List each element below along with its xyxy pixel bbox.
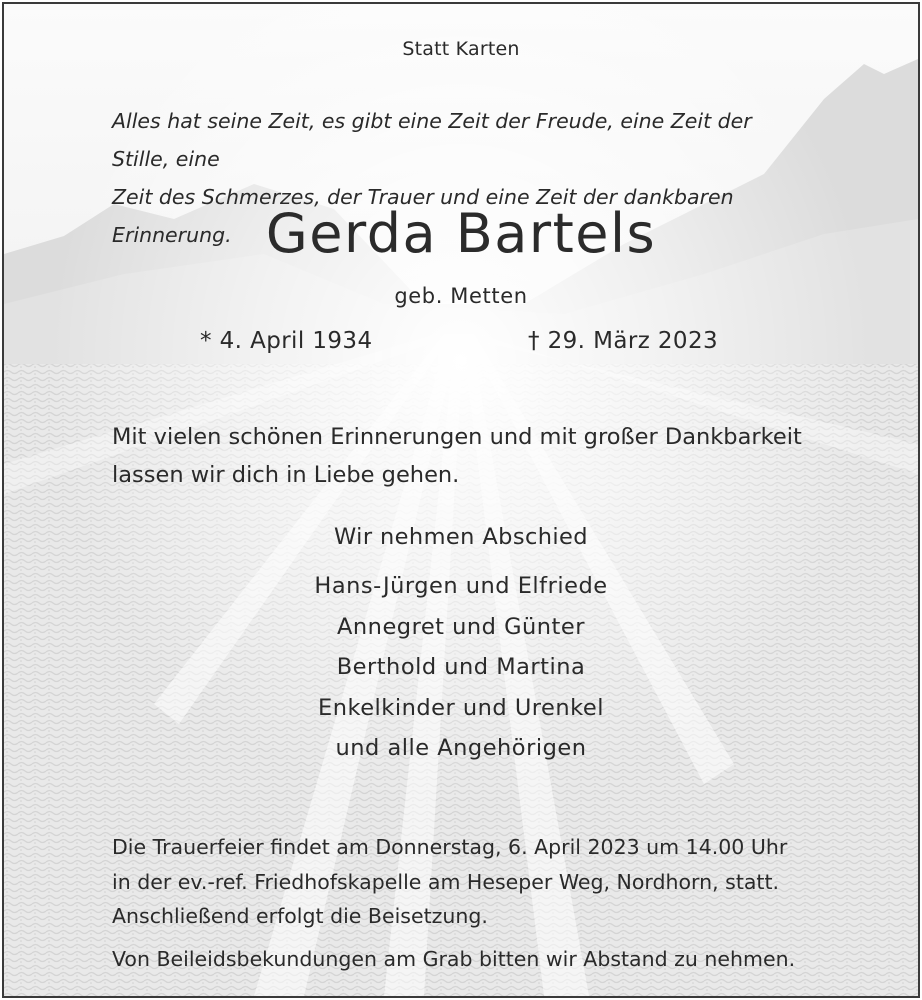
message-line: Mit vielen schönen Erinnerungen und mit großer Dankbarkeit: [112, 424, 802, 450]
farewell-message: [112, 418, 832, 494]
closing-note: Von Beileidsbekundungen am Grab bitten wir Abstand zu nehmen.: [112, 947, 796, 971]
mourner-entry: und alle Angehörigen: [335, 735, 587, 761]
mourner-entry: Annegret und Günter: [337, 613, 585, 640]
funeral-service-info: [112, 830, 832, 934]
mourner-entry: Berthold und Martina: [336, 654, 586, 680]
mourners-list: [4, 566, 918, 769]
farewell-intro: Wir nehmen Abschied: [334, 524, 588, 550]
death-date: † 29. März 2023: [528, 328, 719, 354]
deceased-name: Gerda Bartels: [265, 202, 657, 265]
quote-line: Alles hat seine Zeit, es gibt eine Zeit der Freude, eine Zeit der Stille, eine: [112, 109, 752, 171]
service-line: Die Trauerfeier findet am Donnerstag, 6. April 2023 um 14.00 Uhr: [112, 835, 788, 859]
maiden-name: geb. Metten: [394, 284, 528, 308]
mourner-entry: Hans-Jürgen und Elfriede: [314, 573, 608, 599]
service-line: Anschließend erfolgt die Beisetzung.: [112, 904, 488, 928]
mourner-entry: Enkelkinder und Urenkel: [318, 694, 604, 721]
service-line: in der ev.-ref. Friedhofskapelle am Heseper Weg, Nordhorn, statt.: [112, 869, 780, 894]
obituary-card: [2, 2, 920, 998]
birth-date: * 4. April 1934: [200, 328, 373, 354]
statt-karten-label: Statt Karten: [402, 38, 520, 60]
message-line: lassen wir dich in Liebe gehen.: [112, 462, 460, 488]
quote-line: Zeit des Schmerzes, der Trauer und eine Zeit der dankbaren Erinnerung.: [112, 185, 734, 247]
